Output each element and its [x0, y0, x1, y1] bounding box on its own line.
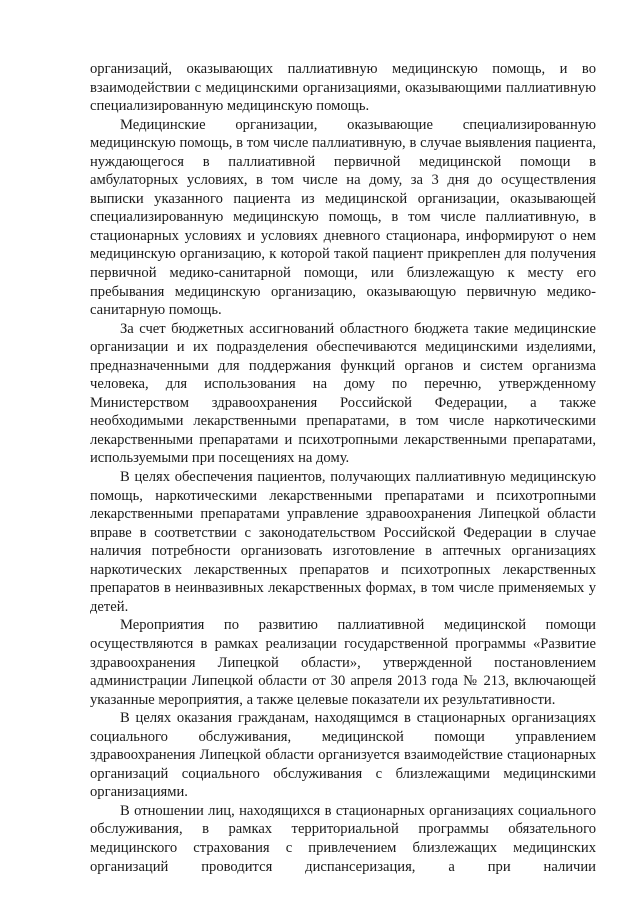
- paragraph: организаций, оказывающих паллиативную медицинскую помощь, и во взаимодействии с медицинскими организациями, оказывающими паллиативную специализированную медицинскую помощь.: [90, 61, 596, 115]
- paragraph: Медицинские организации, оказывающие специализированную медицинскую помощь, в том числе паллиативную, в случае выявления пациента, нуждающегося в паллиативной первичной медицинской помощи в амбулаторных условиях, в том числе на дому, за 3 дня до осуществления выписки указанного пациента из медицинской организации, оказывающей специализированную медицинскую помощь, в том числе паллиативную, в стационарных условиях и условиях дневного стационара, информируют о нем медицинскую организацию, к которой такой пациент прикреплен для получения первичной медико-санитарной помощи, или близлежащую к месту его пребывания медицинскую организацию, оказывающую первичную медико-санитарную помощь.: [90, 116, 596, 319]
- document-page: [90, 60, 596, 876]
- paragraph: Мероприятия по развитию паллиативной медицинской помощи осуществляются в рамках реализации государственной программы «Развитие здравоохранения Липецкой области», утвержденной постановлением администрации Липецкой области от 30 апреля 2013 года № 213, включающей указанные мероприятия, а также целевые показатели их результативности.: [90, 617, 596, 708]
- paragraph: В целях обеспечения пациентов, получающих паллиативную медицинскую помощь, наркотическими лекарственными препаратами и психотропными лекарственными препаратами управление здравоохранения Липецкой области вправе в соответствии с законодательством Российской Федерации в случае наличия потребности организовать изготовление в аптечных организациях наркотических лекарственных препаратов и психотропных лекарственных препаратов в неинвазивных лекарственных формах, в том числе применяемых у детей.: [90, 469, 596, 615]
- paragraph: В целях оказания гражданам, находящимся в стационарных организациях социального обслуживания, медицинской помощи управлением здравоохранения Липецкой области организуется взаимодействие стационарных организаций социального обслуживания с близлежащими медицинскими организациями.: [90, 710, 596, 801]
- paragraph: За счет бюджетных ассигнований областного бюджета такие медицинские организации и их подразделения обеспечиваются медицинскими изделиями, предназначенными для поддержания функций органов и систем организма человека, для использования на дому по перечню, утвержденному Министерством здравоохранения Российской Федерации, а также необходимыми лекарственными препаратами, в том числе наркотическими лекарственными препаратами и психотропными лекарственными препаратами, используемыми при посещениях на дому.: [90, 320, 596, 467]
- paragraph-last: В отношении лиц, находящихся в стационарных организациях социального обслуживания, в рамках территориальной программы обязательного медицинского страхования с привлечением близлежащих медицинских организаций проводится диспансеризация, а при наличии: [90, 802, 596, 875]
